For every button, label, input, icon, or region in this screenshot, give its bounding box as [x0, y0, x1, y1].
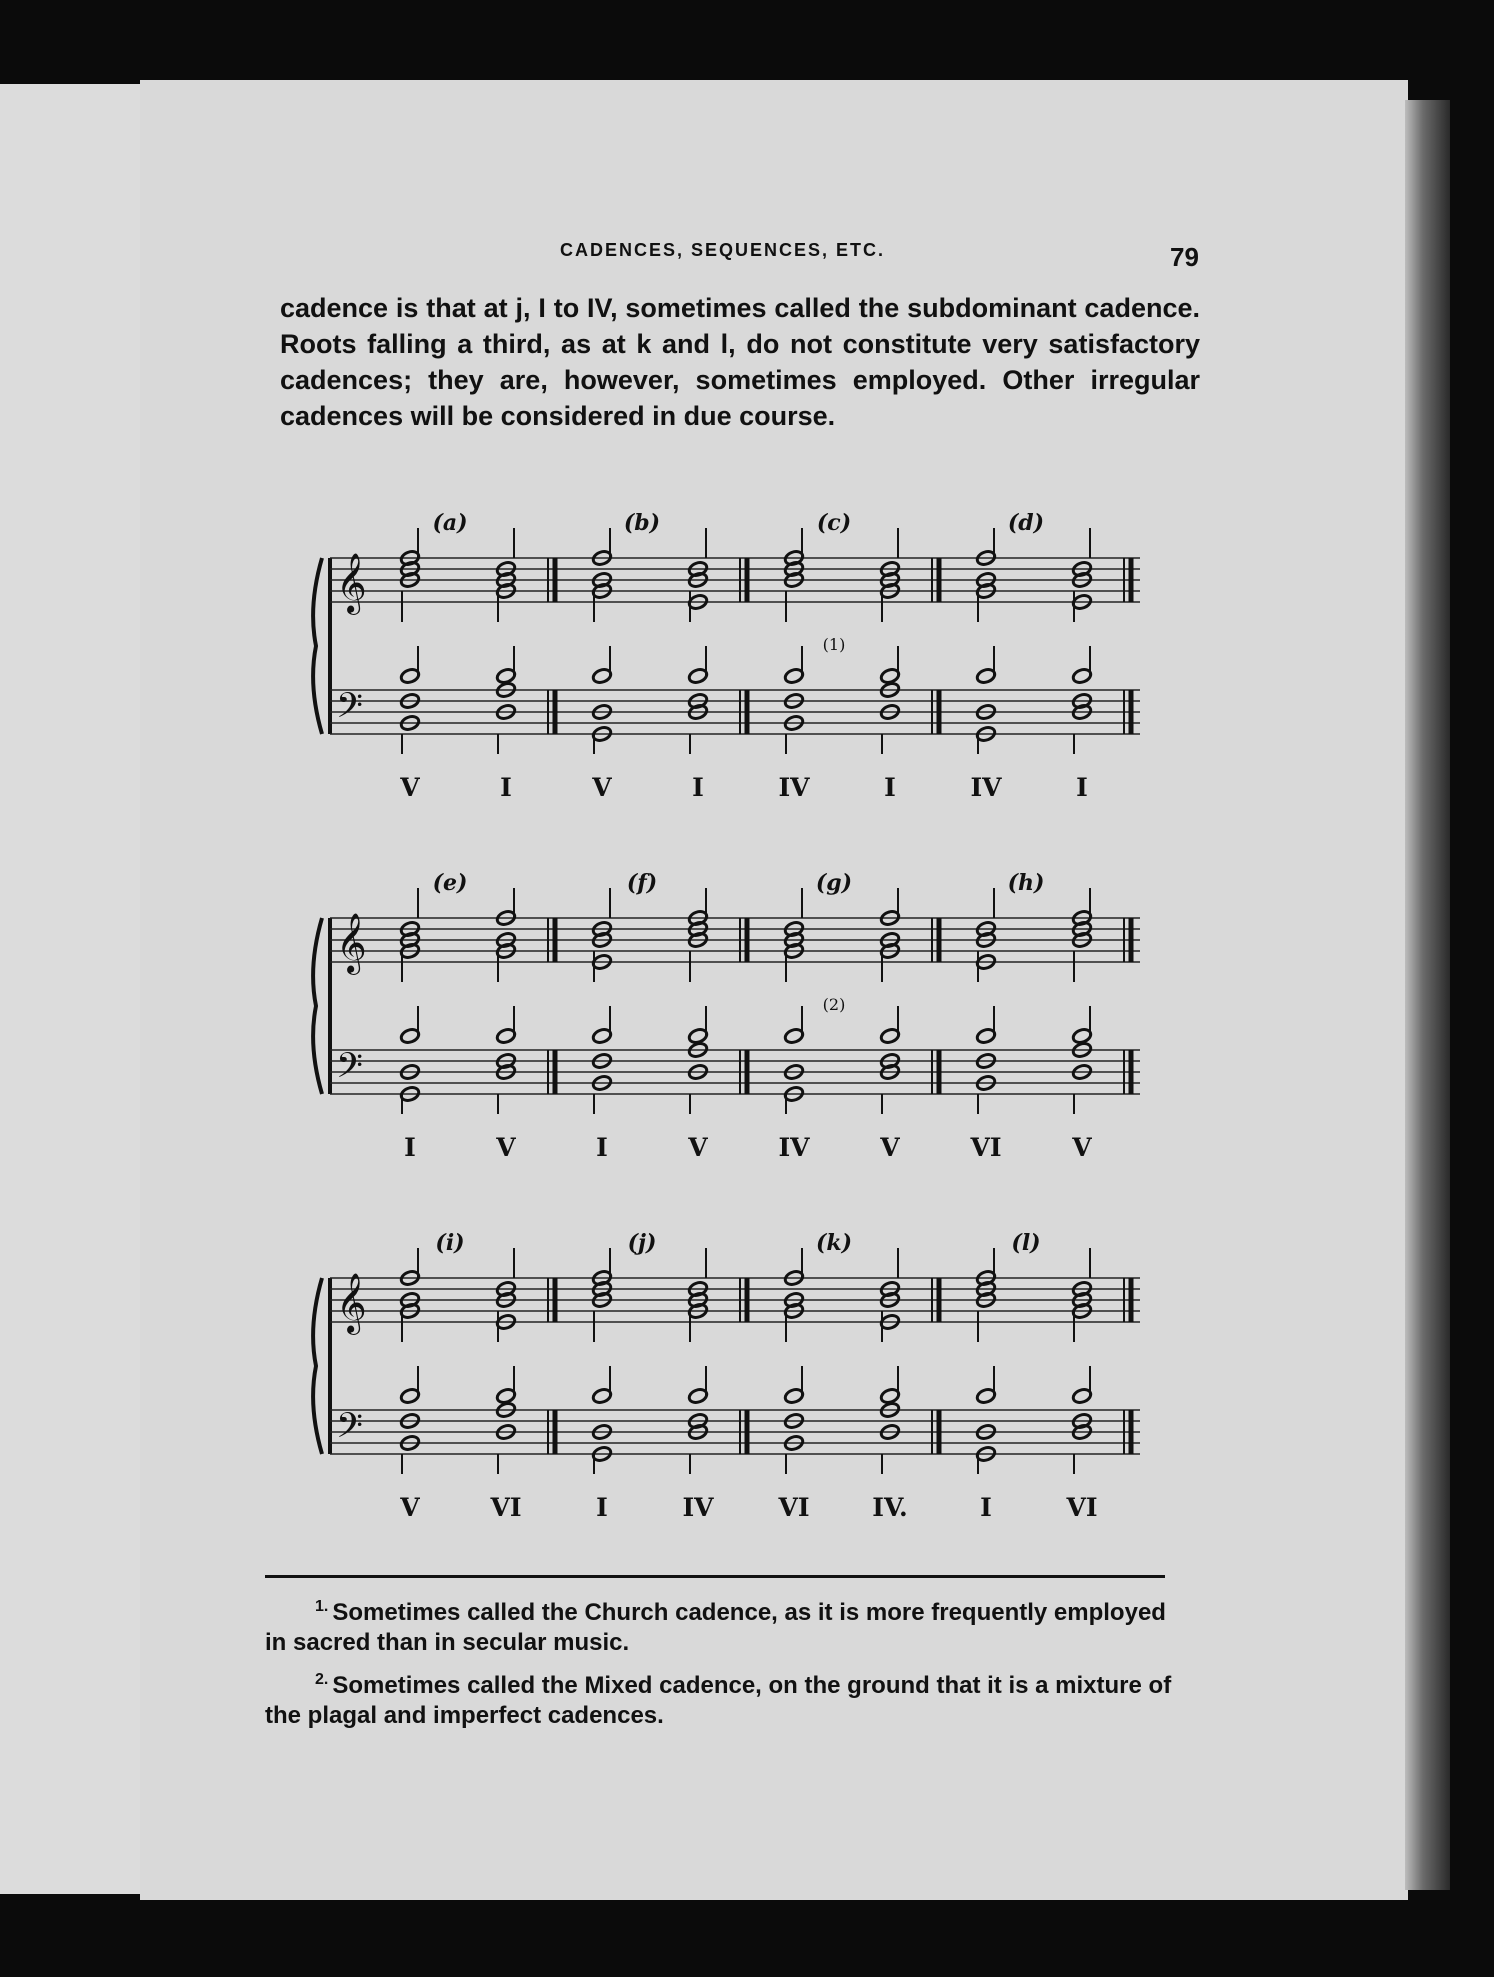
roman-numeral: I: [500, 773, 512, 802]
cadence-label: (e): [432, 870, 468, 896]
bass-clef-icon: 𝄢: [336, 685, 364, 734]
roman-numeral: V: [400, 1493, 420, 1522]
treble-clef-icon: 𝄞: [336, 553, 367, 613]
roman-numeral: V: [688, 1133, 708, 1162]
cadence-label: (f): [626, 870, 658, 896]
score-system-2: [300, 860, 1160, 1220]
score-system-1: [300, 500, 1160, 860]
footnote-2-text: Sometimes called the Mixed cadence, on the ground that it is a mixture of the plagal and imperfect cadences.: [265, 1672, 1172, 1729]
roman-numeral: IV.: [872, 1493, 908, 1522]
facing-page-edge: [0, 84, 143, 1894]
roman-numeral: IV: [778, 773, 810, 802]
bass-clef-icon: 𝄢: [336, 1405, 364, 1454]
roman-numeral: VI: [1066, 1493, 1098, 1522]
music-system-1: [300, 500, 1160, 860]
roman-numeral: VI: [778, 1493, 810, 1522]
footnote-2-mark: 2.: [315, 1671, 329, 1688]
cadence-label: (i): [435, 1230, 465, 1256]
roman-numeral: I: [980, 1493, 992, 1522]
cadence-label: (c): [816, 510, 852, 536]
body-paragraph: cadence is that at j, I to IV, sometimes called the subdominant cadence. Roots falling a third, as at k and l, do not constitute very satisfactory cadences; they are, however, sometimes employed. Other irregular cadences will be considered in due course.: [280, 293, 1200, 431]
treble-clef-icon: 𝄞: [336, 1273, 367, 1333]
footnote-reference: (2): [822, 995, 846, 1014]
page-number: 79: [1170, 242, 1199, 272]
bass-clef-icon: 𝄢: [336, 1045, 364, 1094]
roman-numeral: I: [596, 1133, 608, 1162]
roman-numeral: V: [496, 1133, 516, 1162]
roman-numeral: IV: [970, 773, 1002, 802]
roman-numeral: I: [596, 1493, 608, 1522]
roman-numeral: V: [592, 773, 612, 802]
cadence-label: (d): [1007, 510, 1045, 536]
roman-numeral: IV: [682, 1493, 714, 1522]
cadence-label: (j): [627, 1230, 657, 1256]
footnote-reference: (1): [822, 635, 846, 654]
roman-numeral: VI: [490, 1493, 522, 1522]
cadence-label: (a): [432, 510, 468, 536]
cadence-label: (l): [1011, 1230, 1041, 1256]
brace: [313, 558, 322, 734]
cadence-label: (h): [1007, 870, 1045, 896]
roman-numeral: V: [880, 1133, 900, 1162]
roman-numeral: IV: [778, 1133, 810, 1162]
roman-numeral: V: [1072, 1133, 1092, 1162]
book-spine: [1405, 100, 1450, 1890]
cadence-label: (b): [623, 510, 661, 536]
treble-clef-icon: 𝄞: [336, 913, 367, 973]
roman-numeral: V: [400, 773, 420, 802]
running-title: CADENCES, SEQUENCES, ETC.: [560, 240, 886, 260]
music-system-2: [300, 860, 1160, 1220]
roman-numeral: VI: [970, 1133, 1002, 1162]
score-system-3: [300, 1220, 1160, 1580]
footnote-2: [265, 1665, 1185, 1731]
footnote-1-mark: 1.: [315, 1598, 329, 1615]
cadence-label: (g): [815, 870, 853, 896]
roman-numeral: I: [1076, 773, 1088, 802]
roman-numeral: I: [692, 773, 704, 802]
brace: [313, 918, 322, 1094]
roman-numeral: I: [884, 773, 896, 802]
roman-numeral: I: [404, 1133, 416, 1162]
music-system-3: [300, 1220, 1160, 1580]
brace: [313, 1278, 322, 1454]
cadence-label: (k): [815, 1230, 853, 1256]
footnote-rule: [265, 1575, 1165, 1578]
footnote-1: [265, 1592, 1185, 1658]
footnote-1-text: Sometimes called the Church cadence, as it is more frequently employed in sacred than in secular music.: [265, 1599, 1166, 1656]
